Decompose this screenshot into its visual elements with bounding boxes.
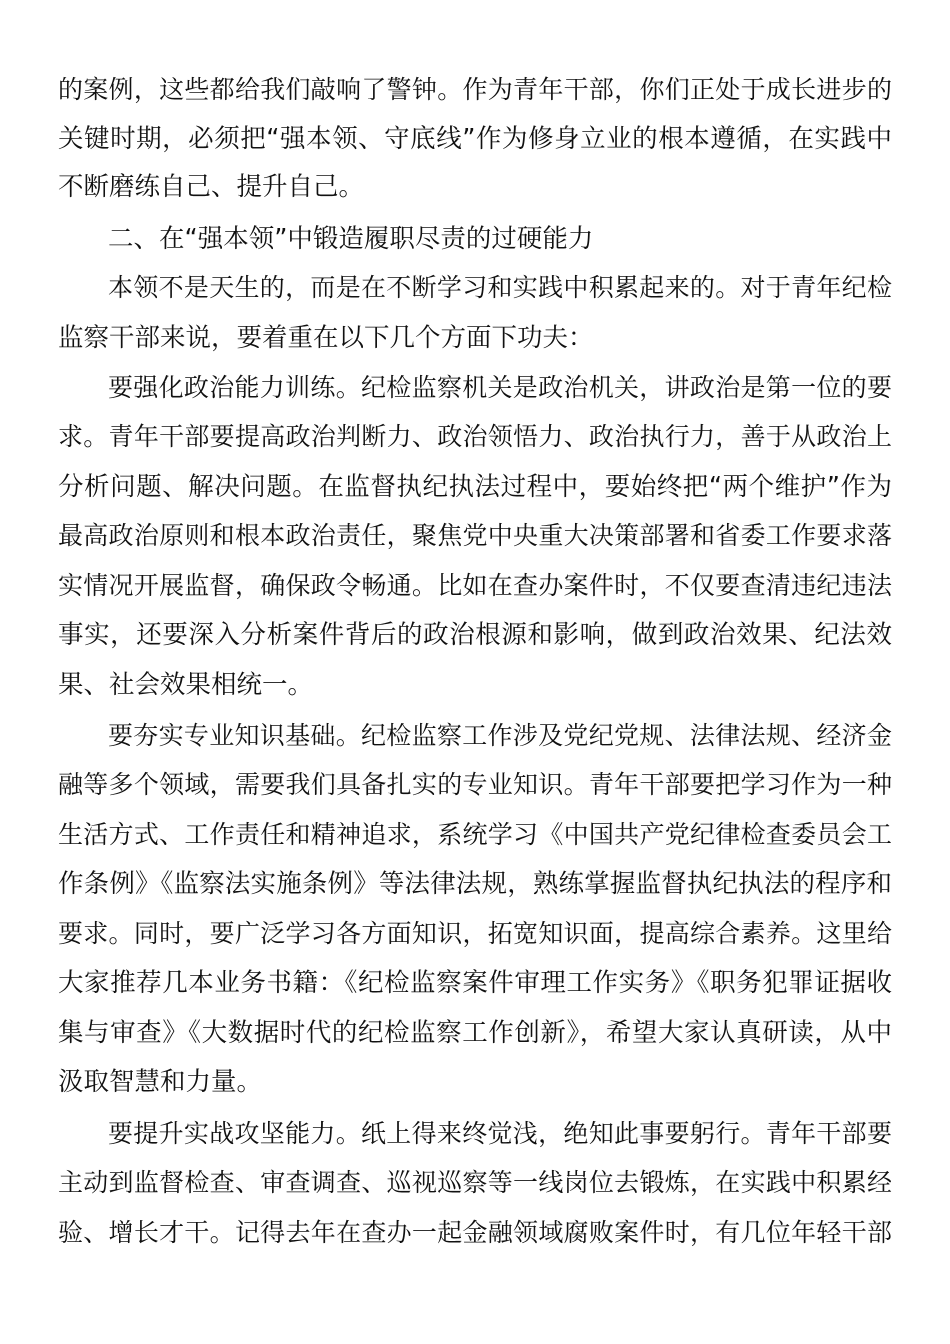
text-line: 果、社会效果相统一。 (58, 670, 314, 700)
text-line: 求。青年干部要提高政治判断力、政治领悟力、政治执行力，善于从政治上 (58, 422, 892, 451)
text-line: 最高政治原则和根本政治责任，聚焦党中央重大决策部署和省委工作要求落 (58, 521, 892, 550)
text-line: 作条例》《监察法实施条例》等法律法规，熟练掌握监督执纪执法的程序和 (58, 869, 892, 899)
text-line: 事实，还要深入分析案件背后的政治根源和影响，做到政治效果、纪法效 (58, 620, 892, 650)
text-line: 要夯实专业知识基础。纪检监察工作涉及党纪党规、法律法规、经济金 (108, 721, 892, 750)
text-line: 本领不是天生的，而是在不断学习和实践中积累起来的。对于青年纪检 (108, 273, 892, 302)
text-line: 分析问题、解决问题。在监督执纪执法过程中，要始终把“两个维护”作为 (58, 472, 892, 502)
text-line: 要提升实战攻坚能力。纸上得来终觉浅，绝知此事要躬行。青年干部要 (108, 1119, 892, 1148)
section-heading: 二、在“强本领”中锻造履职尽责的过硬能力 (108, 224, 594, 254)
text-line: 融等多个领域，需要我们具备扎实的专业知识。青年干部要把学习作为一种 (58, 770, 892, 799)
text-line: 关键时期，必须把“强本领、守底线”作为修身立业的根本遵循，在实践中 (58, 124, 892, 154)
text-line: 大家推荐几本业务书籍：《纪检监察案件审理工作实务》《职务犯罪证据收 (58, 968, 892, 998)
text-line: 要求。同时，要广泛学习各方面知识，拓宽知识面，提高综合素养。这里给 (58, 919, 892, 948)
text-line: 集与审查》《大数据时代的纪检监察工作创新》，希望大家认真研读，从中 (58, 1018, 892, 1048)
text-line: 汲取智慧和力量。 (58, 1067, 263, 1097)
text-line: 实情况开展监督，确保政令畅通。比如在查办案件时，不仅要查清违纪违法 (58, 571, 892, 600)
text-line: 监察干部来说，要着重在以下几个方面下功夫： (58, 323, 594, 353)
text-line: 的案例，这些都给我们敲响了警钟。作为青年干部，你们正处于成长进步的 (58, 75, 892, 104)
text-line: 要强化政治能力训练。纪检监察机关是政治机关，讲政治是第一位的要 (108, 373, 892, 402)
text-line: 生活方式、工作责任和精神追求，系统学习《中国共产党纪律检查委员会工 (58, 820, 892, 849)
text-line: 主动到监督检查、审查调查、巡视巡察等一线岗位去锻炼，在实践中积累经 (58, 1168, 892, 1197)
text-line: 不断磨练自己、提升自己。 (58, 172, 365, 202)
text-line: 验、增长才干。记得去年在查办一起金融领域腐败案件时，有几位年轻干部 (58, 1218, 892, 1247)
